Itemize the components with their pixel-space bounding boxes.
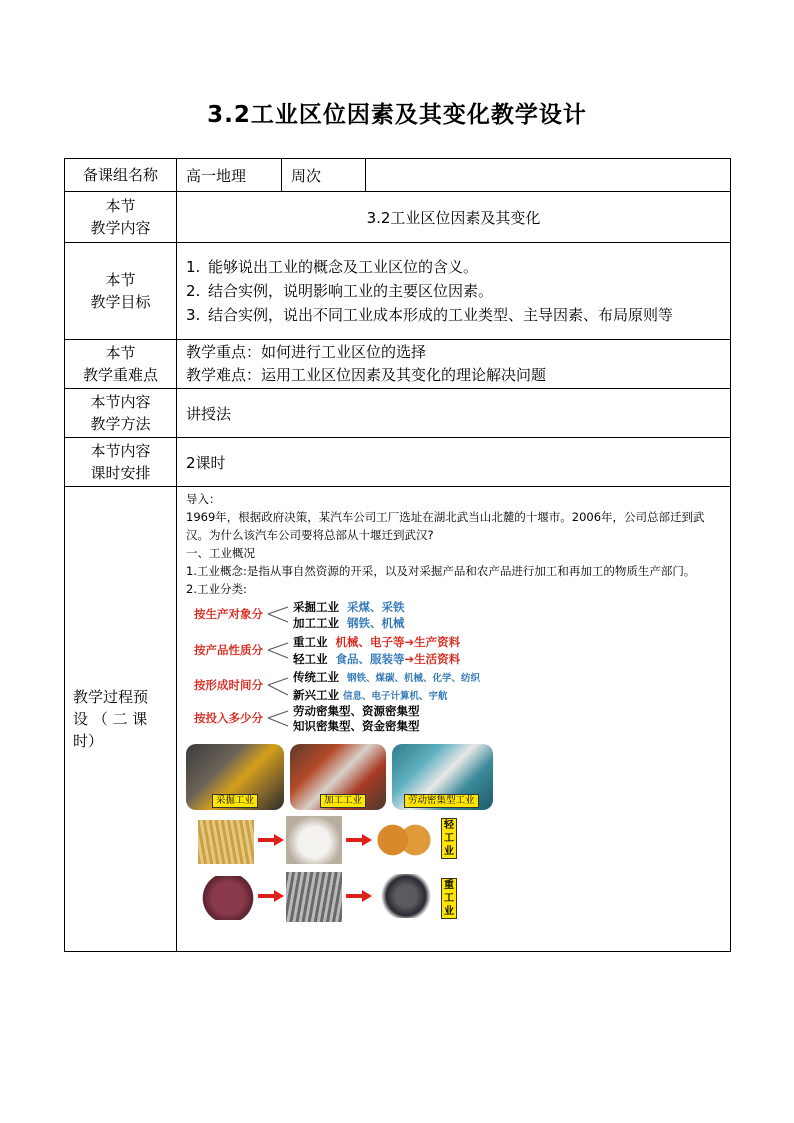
traditional-examples: 钢铁、煤碳、机械、化学、纺织 — [347, 673, 481, 684]
method-label-line2: 教学方法 — [90, 415, 151, 433]
heavy-examples: 机械、电子等 — [335, 635, 405, 649]
content-label — [65, 192, 177, 243]
week-value — [366, 159, 731, 192]
light-industry-tag: 轻工业 — [441, 818, 457, 859]
labor-photo-caption: 劳动密集型工业 — [404, 794, 479, 808]
bread-image — [376, 822, 432, 858]
industry-flow — [186, 816, 724, 924]
processing-industry — [293, 614, 405, 632]
input-types-2: 知识密集型、资金密集型 — [293, 719, 420, 733]
key-point: 教学重点：如何进行工业区位的选择 — [186, 343, 427, 361]
ore-image — [200, 876, 256, 920]
goal-num: 1. — [186, 258, 201, 276]
intro-head: 导入： — [186, 492, 221, 506]
process-label — [65, 487, 177, 952]
arrow-icon — [346, 834, 372, 846]
classify-heading: 2.工业分类: — [186, 582, 247, 596]
arrow-icon — [346, 890, 372, 902]
emerging-name: 新兴工业 — [293, 688, 339, 702]
schedule-label — [65, 438, 177, 487]
labor-photo — [392, 744, 493, 810]
goal-text: 结合实例，说出不同工业成本形成的工业类型、主导因素、布局原则等 — [208, 306, 674, 324]
classification-diagram — [186, 600, 724, 740]
goal-item — [186, 255, 724, 279]
mining-photo — [186, 744, 284, 810]
keypoints-label-line2: 教学重难点 — [82, 366, 158, 384]
traditional-industry — [293, 668, 480, 688]
by-time-label: 按形成时间分 — [194, 678, 263, 692]
content-value: 3.2工业区位因素及其变化 — [177, 192, 731, 243]
method-label-line1: 本节内容 — [90, 393, 151, 411]
emerging-examples: 信息、电子计算机、宇航 — [343, 691, 448, 702]
arrow-icon: ➔ — [404, 635, 415, 649]
section-heading: 一、工业概况 — [186, 546, 255, 560]
mining-examples: 采煤、采铁 — [347, 600, 405, 614]
intro-text: 1969年，根据政府决策，某汽车公司工厂选址在湖北武当山北麓的十堰市。2006年，公司总部迁到武汉。为什么该汽车公司要将总部从十堰迁到武汉? — [186, 510, 705, 542]
traditional-name: 传统工业 — [293, 670, 339, 684]
flour-image — [286, 816, 342, 864]
by-object-label: 按生产对象分 — [194, 607, 263, 621]
light-examples: 食品、服装等 — [335, 652, 405, 666]
schedule-label-line1: 本节内容 — [90, 442, 151, 460]
content-label-line2: 教学内容 — [90, 219, 151, 237]
goals-label — [65, 243, 177, 340]
goal-item — [186, 279, 724, 303]
by-nature-label: 按产品性质分 — [194, 643, 263, 657]
method-value: 讲授法 — [177, 389, 731, 438]
goal-item — [186, 303, 724, 327]
mining-photo-caption: 采掘工业 — [212, 794, 258, 808]
goal-text: 能够说出工业的概念及工业区位的含义。 — [208, 258, 479, 276]
difficult-point: 教学难点：运用工业区位因素及其变化的理论解决问题 — [186, 366, 547, 384]
goals-label-line1: 本节 — [105, 271, 136, 289]
industry-concept: 1.工业概念:是指从事自然资源的开采，以及对采掘产品和农产品进行加工和再加工的物质生产部门。 — [186, 564, 696, 578]
heavy-name: 重工业 — [293, 635, 328, 649]
method-label — [65, 389, 177, 438]
keypoints-label-line1: 本节 — [105, 344, 136, 362]
wheat-image — [198, 820, 254, 864]
arrow-icon — [258, 890, 284, 902]
process-label-line2: 设 （ 二 课 — [73, 710, 148, 728]
engine-image — [378, 874, 434, 918]
goal-text: 结合实例，说明影响工业的主要区位因素。 — [208, 282, 494, 300]
content-label-line1: 本节 — [105, 197, 136, 215]
processing-name: 加工工业 — [293, 616, 339, 630]
processing-photo-caption: 加工工业 — [320, 794, 366, 808]
mining-name: 采掘工业 — [293, 600, 339, 614]
process-label-line1: 教学过程预 — [73, 688, 149, 706]
goal-num: 2. — [186, 282, 201, 300]
input-types-1: 劳动密集型、资源密集型 — [293, 704, 420, 718]
week-label: 周次 — [282, 159, 366, 192]
processing-photo — [290, 744, 386, 810]
schedule-label-line2: 课时安排 — [90, 464, 151, 482]
industry-photos — [186, 744, 724, 810]
processing-examples: 钢铁、机械 — [347, 616, 405, 630]
light-name: 轻工业 — [293, 652, 328, 666]
schedule-value: 2课时 — [177, 438, 731, 487]
process-content — [177, 487, 731, 952]
group-value: 高一地理 — [177, 159, 282, 192]
light-industry — [293, 650, 460, 668]
heavy-industry — [293, 633, 460, 651]
heavy-target: 生产资料 — [414, 635, 461, 649]
light-target: 生活资料 — [414, 652, 461, 666]
by-input-label: 按投入多少分 — [194, 711, 263, 725]
goals-list — [177, 243, 731, 340]
keypoints-value — [177, 340, 731, 389]
page-title: 3.2工业区位因素及其变化教学设计 — [207, 102, 587, 128]
lesson-plan-table — [64, 158, 731, 952]
keypoints-label — [65, 340, 177, 389]
group-label: 备课组名称 — [65, 159, 177, 192]
arrow-icon: ➔ — [404, 652, 415, 666]
arrow-icon — [258, 834, 284, 846]
steel-pipes-image — [286, 872, 342, 922]
process-label-line3: 时） — [73, 732, 104, 750]
goal-num: 3. — [186, 306, 201, 324]
heavy-industry-tag: 重工业 — [441, 878, 457, 919]
goals-label-line2: 教学目标 — [90, 293, 151, 311]
